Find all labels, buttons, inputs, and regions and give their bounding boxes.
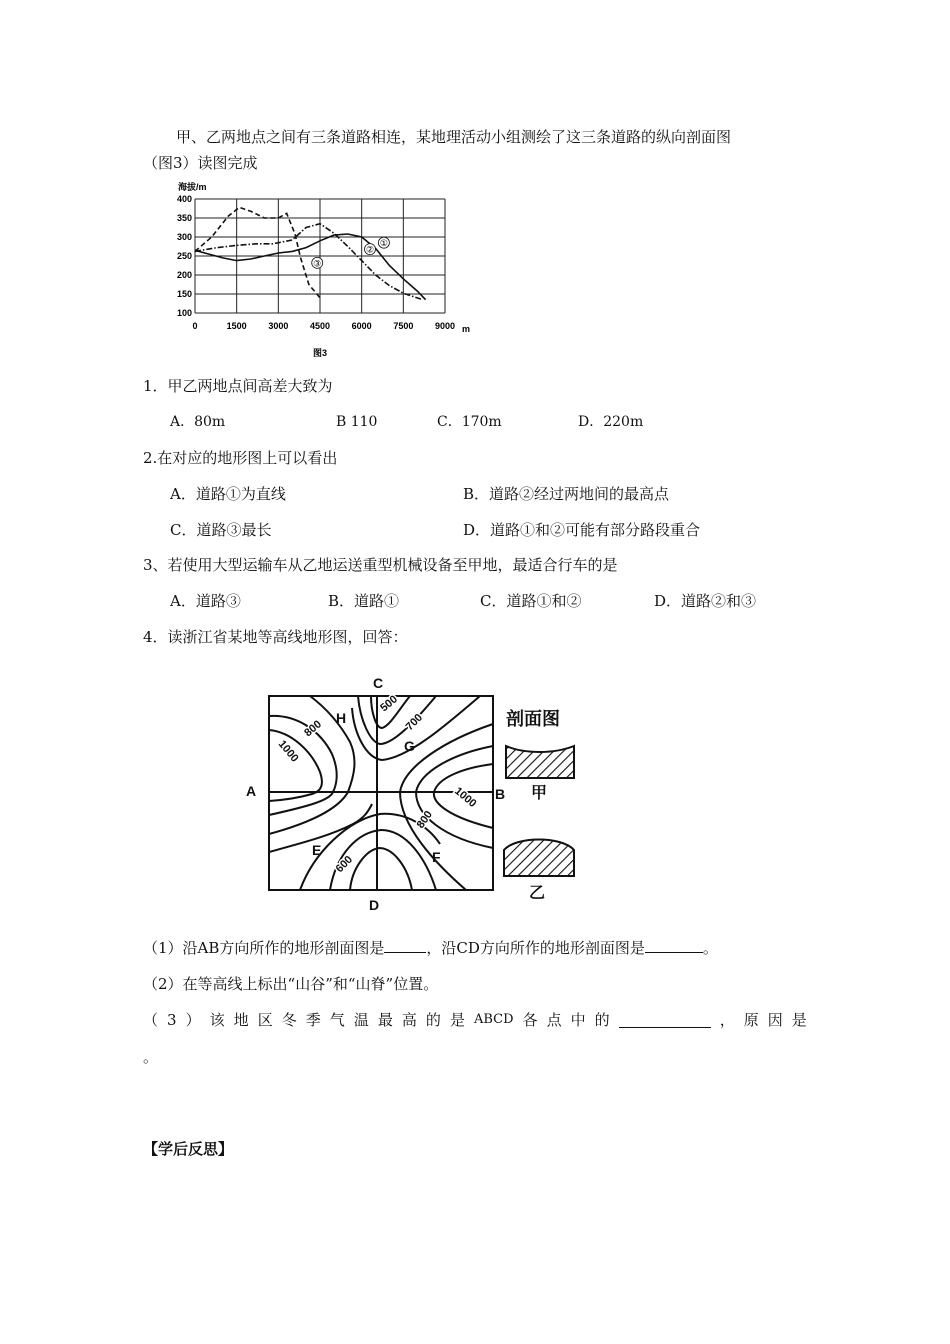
- x-tick-label: 1500: [226, 321, 247, 331]
- contour-600: [350, 848, 412, 890]
- q4-sub3-char: 高: [401, 1011, 417, 1029]
- q4-sub3-char: 3: [167, 1011, 177, 1029]
- profile-chart: [170, 177, 480, 367]
- q4-sub3-char: 的: [425, 1011, 441, 1029]
- profile-yi-shape: [504, 840, 574, 877]
- q4-sub3-char: 的: [594, 1011, 610, 1029]
- point-d-label: D: [369, 897, 380, 913]
- q4-sub3-char: 因: [767, 1011, 783, 1029]
- q3-option-b: B．道路①: [328, 592, 400, 610]
- q4-sub3-char: 地: [233, 1011, 249, 1029]
- answer-blank-warmest[interactable]: [619, 1013, 711, 1028]
- q1-option-b: B 110: [336, 414, 378, 430]
- reflection-heading: 【学后反思】: [143, 1140, 234, 1158]
- q4-sub3-char: 区: [257, 1011, 273, 1029]
- q4-sub3-char: ）: [185, 1011, 201, 1029]
- q2-option-d: D．道路①和②可能有部分路段重合: [463, 521, 701, 539]
- q2-option-c: C．道路③最长: [170, 521, 272, 539]
- q4-sub3-char: 原: [743, 1011, 759, 1029]
- contour-label-500: 500: [378, 693, 400, 715]
- contour-label-800-left: 800: [302, 718, 324, 740]
- answer-blank-ab[interactable]: [384, 952, 426, 953]
- x-tick-label: 3000: [268, 321, 289, 331]
- q4-sub2: （2）在等高线上标出“山谷”和“山脊”位置。: [143, 975, 439, 993]
- q4-sub3-end: 。: [143, 1048, 159, 1066]
- q4-sub3-char: 最: [377, 1011, 393, 1029]
- series-line-2: [195, 224, 423, 300]
- q2-option-a: A．道路①为直线: [170, 485, 286, 503]
- y-tick-label: 300: [176, 232, 192, 242]
- x-tick-label: 6000: [351, 321, 372, 331]
- q4-sub3-char: 温: [353, 1011, 369, 1029]
- q4-sub3-char: ，: [719, 1011, 735, 1029]
- y-tick-label: 200: [176, 270, 192, 280]
- q4-sub1-part-a: （1）沿AB方向所作的地形剖面图是: [143, 939, 385, 957]
- q3-stem: 3、若使用大型运输车从乙地运送重型机械设备至甲地，最适合行车的是: [143, 556, 618, 574]
- profile-title: 剖面图: [506, 709, 560, 729]
- contour-map: [240, 668, 600, 918]
- q1-stem: 1．甲乙两地点间高差大致为: [143, 377, 333, 395]
- q3-option-d: D．道路②和③: [654, 592, 757, 610]
- contour-label-800-right: 800: [414, 808, 435, 831]
- intro-line-1: 甲、乙两地点之间有三条道路相连，某地理活动小组测绘了这三条道路的纵向剖面图: [176, 128, 732, 146]
- y-tick-label: 100: [176, 308, 192, 318]
- contour-label-1000-right: 1000: [452, 785, 479, 811]
- q4-sub3-char: ABCD: [473, 1012, 514, 1027]
- q2-stem: 2.在对应的地形图上可以看出: [143, 449, 338, 467]
- profile-jia-shape: [506, 746, 574, 778]
- q4-sub3-char: 气: [329, 1011, 345, 1029]
- q4-sub3-char: 冬: [281, 1011, 297, 1029]
- point-a-label: A: [246, 783, 257, 799]
- point-e-label: E: [312, 842, 322, 858]
- chart-ylabel: 海拔/m: [178, 182, 207, 192]
- q4-sub1-part-b: ，沿CD方向所作的地形剖面图是: [426, 939, 645, 957]
- contour-label-600: 600: [333, 853, 356, 876]
- contour-1000-left: [269, 730, 322, 801]
- contour-label-1000-left: 1000: [275, 738, 301, 765]
- chart-caption: 图3: [313, 348, 328, 358]
- x-tick-label: 9000: [434, 321, 456, 331]
- q4-sub1: [143, 941, 718, 956]
- point-h-label: H: [336, 710, 347, 726]
- answer-blank-cd[interactable]: [645, 952, 703, 953]
- q4-stem: 4．读浙江省某地等高线地形图，回答：: [143, 628, 408, 646]
- y-tick-label: 400: [176, 194, 192, 204]
- series-line-3: [195, 207, 320, 297]
- q1-option-a: A．80m: [170, 414, 226, 430]
- q3-option-c: C．道路①和②: [480, 592, 582, 610]
- x-tick-label: 7500: [393, 321, 414, 331]
- series-line-1: [195, 234, 426, 300]
- q4-sub1-part-c: 。: [702, 939, 718, 957]
- q3-option-a: A．道路③: [170, 592, 241, 610]
- y-tick-label: 250: [176, 251, 192, 261]
- q4-sub3-char: 季: [305, 1011, 321, 1029]
- q4-sub3-char: 点: [546, 1011, 562, 1029]
- y-tick-label: 150: [176, 289, 192, 299]
- q1-option-d: D．220m: [578, 414, 644, 430]
- point-f-label: F: [432, 849, 441, 865]
- profile-jia-label: 甲: [531, 785, 548, 802]
- contour-label-700: 700: [403, 711, 426, 734]
- q4-sub3-line: [143, 1013, 807, 1028]
- q4-sub3-char: 是: [449, 1011, 465, 1029]
- q4-sub3-char: （: [143, 1011, 159, 1029]
- chart-xunit: m: [462, 324, 471, 334]
- q4-sub3-char: 中: [570, 1011, 586, 1029]
- q4-sub3-char: 是: [791, 1011, 807, 1029]
- q2-option-b: B．道路②经过两地间的最高点: [463, 485, 670, 503]
- profile-yi-label: 乙: [529, 885, 546, 902]
- point-g-label: G: [404, 738, 415, 754]
- q4-sub3-char: 各: [522, 1011, 538, 1029]
- q4-sub3-char: 该: [209, 1011, 225, 1029]
- x-tick-label: 0: [192, 321, 198, 331]
- point-c-label: C: [373, 675, 384, 691]
- q1-option-c: C．170m: [437, 414, 502, 430]
- y-tick-label: 350: [176, 213, 192, 223]
- series-label-2: ②: [365, 244, 375, 255]
- intro-line-2: （图3）读图完成: [143, 154, 258, 172]
- contour-800-right: [416, 746, 493, 848]
- series-label-3: ③: [313, 258, 322, 269]
- x-tick-label: 4500: [309, 321, 331, 331]
- series-label-1: ①: [379, 238, 388, 249]
- point-b-label: B: [495, 786, 506, 802]
